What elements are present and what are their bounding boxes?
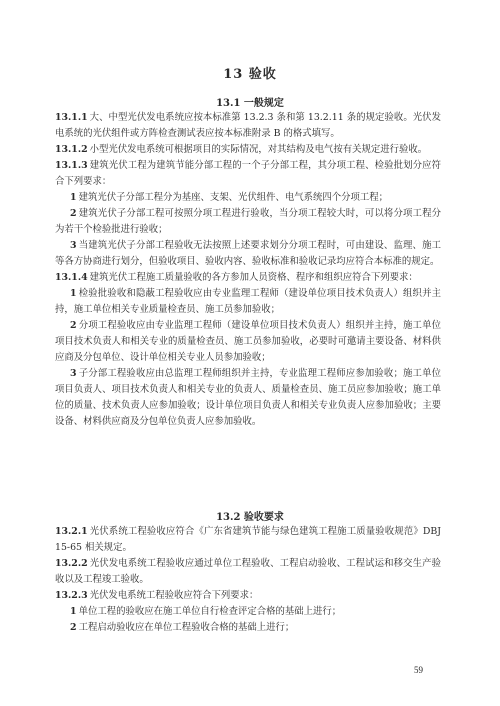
item-number: 2	[70, 208, 77, 219]
clause-number: 13.2.3	[55, 590, 88, 601]
section-body-13-1	[55, 110, 441, 430]
clause-text: 小型光伏发电系统可根据项目的实际情况，对其结构及电气按有关规定进行验收。	[89, 144, 428, 155]
clause-text: 建筑光伏工程为建筑节能分部工程的一个子分部工程，其分项工程、检验批划分应符合下列要求：	[55, 160, 441, 187]
section-title-13-1: 13.1 一般规定	[216, 98, 284, 109]
page-number: 59	[414, 665, 423, 675]
item-text: 建筑光伏子分部工程分为基座、支架、光伏组件、电气系统四个分项工程；	[78, 192, 388, 203]
clause-13-1-2	[55, 142, 441, 158]
clause-text: 光伏发电系统工程验收应符合下列要求：	[89, 590, 259, 601]
clause-number: 13.1.2	[55, 144, 88, 155]
clause-13-2-2	[55, 556, 441, 588]
clause-13-1-4	[55, 270, 441, 286]
clause-text: 大、中型光伏发电系统应按本标准第 13.2.3 条和第 13.2.11 条的规定验收。光伏发电系统的光伏组件或方阵检查测试表应按本标准附录 B 的格式填写。	[55, 112, 441, 139]
clause-text: 光伏发电系统工程验收应通过单位工程验收、工程启动验收、工程试运和移交生产验收以及工程竣工验收。	[55, 558, 441, 585]
item-number: 2	[70, 320, 77, 331]
clause-text: 建筑光伏工程施工质量验收的各方参加人员资格、程序和组织应符合下列要求：	[89, 272, 418, 283]
clause-number: 13.1.3	[55, 160, 88, 171]
clause-number: 13.2.1	[55, 526, 88, 537]
section-title-13-2: 13.2 验收要求	[216, 512, 284, 523]
item-text: 当建筑光伏子分部工程验收无法按照上述要求划分分项工程时，可由建设、监理、施工等各方协商进行划分，但验收项目、验收内容、验收标准和验收记录均应符合本标准的规定。	[55, 240, 441, 267]
item-text: 工程启动验收应在单位工程验收合格的基础上进行；	[78, 622, 295, 633]
item-text: 分项工程验收应由专业监理工程师（建设单位项目技术负责人）组织并主持，施工单位项目技术负责人和相关专业的质量检查员、施工员参加验收，必要时可邀请主要设备、材料供应商及分包单位、设计单位相关专业人员参加验收；	[55, 320, 441, 363]
clause-text: 光伏系统工程验收应符合《广东省建筑节能与绿色建筑工程施工质量验收规范》DBJ 15-65 相关规定。	[55, 526, 441, 553]
item-text: 单位工程的验收应在施工单位自行检查评定合格的基础上进行；	[78, 606, 342, 617]
clause-13-2-1	[55, 524, 441, 556]
clause-item	[55, 620, 441, 636]
clause-13-2-3	[55, 588, 441, 604]
item-number: 3	[70, 368, 77, 379]
clause-number: 13.2.2	[55, 558, 88, 569]
clause-item	[55, 318, 441, 366]
item-text: 检验批验收和隐蔽工程验收应由专业监理工程师（建设单位项目技术负责人）组织并主持，施工单位相关专业质量检查员、施工员参加验收；	[55, 288, 441, 315]
clause-13-1-3	[55, 158, 441, 190]
clause-number: 13.1.4	[55, 272, 88, 283]
clause-item	[55, 190, 441, 206]
chapter-title: 13 验收	[223, 67, 277, 82]
section-body-13-2	[55, 524, 441, 636]
item-number: 1	[70, 606, 77, 617]
clause-13-1-1	[55, 110, 441, 142]
item-text: 建筑光伏子分部工程可按照分项工程进行验收，当分项工程较大时，可以将分项工程分为若干个检验批进行验收；	[55, 208, 441, 235]
item-number: 2	[70, 622, 77, 633]
item-number: 1	[70, 288, 77, 299]
item-number: 3	[70, 240, 77, 251]
item-text: 子分部工程验收应由总监理工程师组织并主持，专业监理工程师应参加验收；施工单位项目负责人、项目技术负责人和相关专业的负责人、质量检查员、施工员应参加验收；施工单位的质量、技术负责人应参加验收；设计单位项目负责人和相关专业负责人应参加验收；主要设备、材料供应商及分包单位负责人应参加验收。	[55, 368, 441, 427]
clause-item	[55, 286, 441, 318]
clause-item	[55, 206, 441, 238]
clause-item	[55, 366, 441, 430]
item-number: 1	[70, 192, 77, 203]
clause-item	[55, 604, 441, 620]
clause-number: 13.1.1	[55, 112, 88, 123]
clause-item	[55, 238, 441, 270]
